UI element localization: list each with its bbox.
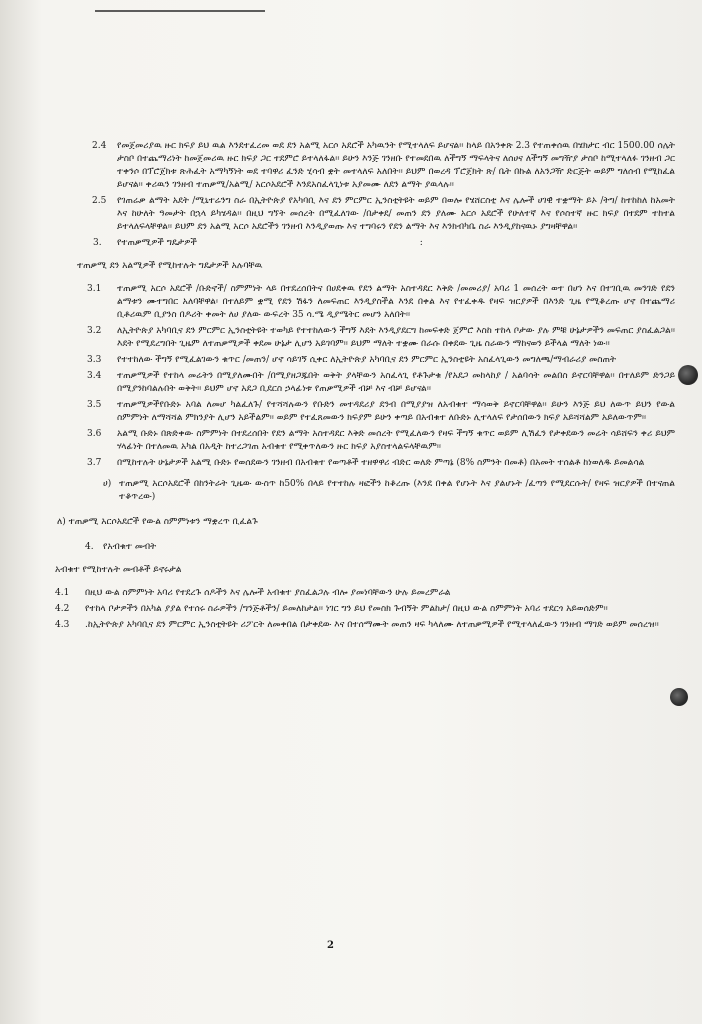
clause-number: 3.2 — [87, 326, 102, 336]
section-3-intro: ተጠቃሚ ደን አልሚዎች የሚከተሉት ግዴታዎች አሉባቸዉ — [77, 261, 263, 271]
sub-clause-b: ለ) ተጠቃሚ አርሶአደሮች የውል ስምምነቱን ማቋረጥ ቢፈልጉ — [57, 517, 258, 527]
clause-3-2 — [55, 325, 675, 351]
clause-text: በዚህ ውል ስምምነት አባሪ የተደረጉ ሰዶችን እና ሌሎች አብቁተ ያስፈልጋሉ ብሎ ያመነባቸውን ሁሉ ይመረምራል — [85, 588, 451, 598]
sub-clause-text: ተጠቃሚ አርሶአደሮች በከንትራት ጊዜው ውስጥ ከ50% በላይ የተተከሉ ዛፎችን ከቆረጡ (እንደ በቀል የሆኑት እና ያልሆኑት /ፈጣን የሚደርሱት/ የዛፍ ዝርያዎች በተናጠል ተቆጥረው) — [119, 479, 675, 502]
clause-3-1 — [55, 283, 675, 322]
clause-3-4 — [55, 370, 675, 396]
clause-number: 3.5 — [87, 400, 102, 410]
clause-4-3 — [55, 619, 675, 632]
page-number: 2 — [327, 940, 334, 951]
clause-number: 2.5 — [92, 196, 107, 206]
section-number: 4. — [85, 542, 94, 552]
clause-text: የመጀመሪያዉ ዙር ክፍያ ይህ ዉል እንደተፈረመ ወደ ደን አልሚ አርሶ አደሮች አካዉንት የሚተላለፍ ይሆናል፡፡ ከላይ በአንቀጽ 2.3 የተጠቀሰዉ በሄክታር ብር 1500.00 ሰሌት ታስቦ በተጨማሪነት ከመጀመሪዉ ዙር ክፍያ ጋር ተደምሮ ይተላለፋል፡፡ ይሁን እንጅ ገንዘቡ የተመደበዉ ለችግኝ ማፍላትና ለሰሀና ለችግኝ መግዥያ ታስቦ ከሚተላለፉ ገንዘብ ጋር ተቀንሶ በፕሮጀክቱ ጽሕፈት አማካኝነት ወደ ተባዋሪ ፈንድ ሂሳብ ቋት መተላለፍ አለበት፡፡ ይህም በወረዳ ፕሮጀክት ጽ/ ቤት በኩል ለአንጋዥ ድርጅት ወይም ግለሰብ የሚከፈል ይሆናል፡፡ ቀሪዉን ገንዘብ ተጠቃሚ/አልሚ/ አርሶአደሮች እንደአስፈላጊነቱ አያመሙ ለደን ልማት ያዉላሉ፡፡ — [117, 141, 675, 190]
sub-clause-letter: ሀ) — [103, 479, 112, 489]
clause-text: .ከኢትዮጵያ አካባቢና ደን ምርምር ኢንስቲትዩት ሪፖርት ለመቀበል በታቀደው እና በተሰማሙት መጠን ዛፍ ካላለሙ ለተጠቃሚዎች የሚተላለፈውን ገንዘብ ማገድ ወይም መሰረዝ፡፡ — [85, 620, 659, 630]
clause-text: ተጠቃሚዎችየቡድኑ አባል ለመሆ ካልፈለጉ/ የተሻሻሉውን የቡድን መተዳደሪያ ደንብ በሚያያዝ ለአብቁተ ማሳወቅ ይኖርባቸዋል፡፡ ይሁን እንጅ ይህ ለውጥ ይህን የውል ስምምነት ለማሻሻል ምክንያት ሊሆን አይችልም፡፡ ወይም የተፈጸመውን ክፍያም ይሁን ቀጣይ በአብቁተ ለቡድኑ ሊተላለፍ የታሰበውን ክፍያ አይሻሻልም አይለውጥም፡፡ — [117, 400, 675, 423]
clause-number: 2.4 — [92, 141, 107, 151]
clause-text: የገጠሬቃ ልማት አደት /ሚኒተሬንግ ስራ በኢትዮጵያ የአካባቢ እና ደን ምርምር ኢንስቲትዩት ወይም በወሎ የሄሸርስቲ እና ሌሎች ሀገዊ ተቋማት ይኦ /ትግ/ ከተከከለ ከአመት እና ከሁለት ዓመታት በኋላ ይካሄዳል፡፡ በዚህ ግኘት መሰረት በሚፈለገው /በታቀደ/ መጠን ደን ያለሙ አርሶ አደሮች የሁለተኛ እና የሶስተኛ ዙር ክፍያ በተደም ተከተል ይተላለፍላቸዋል፡፡ ይህም ደን አልሚ አርሶ አደሮችን ገንዘብ እንዲያወጡ እና ተግባሩን የደን ልማት እና እንክብካቤ ስራ እንዲያከናዉኑ ያግዛቸዋል፡፡ — [117, 196, 675, 232]
clause-text: የተተከለው ችግኝ የሚፈልገውን ቁጥር /መጠን/ ሆኖ ሳይገኝ ሲቀር ለኢትዮጵያ አካባቢና ደን ምርምር ኢንስቲዩት አስፈላጊውን መግለጫ/ማብራሪያ መስጠት — [117, 355, 617, 365]
document-body — [55, 140, 675, 635]
section-title: የተጠቃሚዎች ግዴታዎች — [117, 238, 197, 248]
clause-3-7 — [55, 457, 675, 470]
clause-number: 3.4 — [87, 371, 102, 381]
clause-number: 3.1 — [87, 284, 102, 294]
section-title: የአብቁተ መብት — [103, 542, 157, 552]
clause-text: ተጠቃሚ አርሶ አደሮች /ቡድኖች/ ስምምነት ላይ በተደረሰበትና በሀደቀዉ የደን ልማት አስተዳደር እቅድ /መመሪያ/ አባሪ 1 መሰረት ወተ በሆነ እና በተገቢዉ መንገድ የደን ልማቱን ሙተግበር አለባቸዋል፡ በተለይም ቋሚ የደን ሽፋን ለመፍጠር እንዲያስችል እንደ በቀል እና የተፈቀዱ የዛፍ ዝርያዎች በእንድ ጊዜ የሚቆረጡ ሆኖ በተጨማሪ ቢቶሪዉም ቢያንስ በዶሪት ቀመት ለሀ ያለው ውፍረት 35 ሳ.ሜ ዲያሜትር መሆን አለበት፡፡ — [117, 284, 675, 320]
clause-2-5 — [92, 195, 675, 234]
clause-number: 4.2 — [55, 604, 70, 614]
clause-3-5 — [55, 399, 675, 425]
clause-number: 3.3 — [87, 355, 102, 365]
section-number: 3. — [93, 238, 102, 248]
clause-number: 4.3 — [55, 620, 70, 630]
clause-4-2 — [55, 603, 675, 616]
punch-hole — [678, 365, 698, 385]
section-colon: : — [419, 238, 423, 248]
clause-number: 3.6 — [87, 429, 102, 439]
clause-text: አልሚ ቡድኑ በጽድቀው ስምምነት በተደረሰበት የደን ልማት አስተዳደር እቅድ መሰረት የሚፈለውን የዛፍ ችግኝ ቁጥር ወይም ሊሽፈን የታቀደውን መሬት ሳይሸፍን ቀሪ ይህም ሃላፊነት በተለመዉ አካል በአዲት ከተረጋገጠ አብቁተ የሚቀጥለውን ዙር ክፍያ አያስተላልፍላቸዉም፡፡ — [117, 429, 675, 452]
clause-number: 4.1 — [55, 588, 70, 598]
top-rule — [95, 10, 265, 12]
clause-3-6 — [55, 428, 675, 454]
sub-clause-a — [55, 478, 675, 504]
clause-number: 3.7 — [87, 458, 102, 468]
punch-hole — [670, 688, 688, 706]
clause-text: ለኢትዮጵያ አካባቢና ደን ምርምር ኢንስቲትዩት ተወካይ የተተከለውን ችግኝ እደት እንዲያደርግ ከመፍቀድ ጀምሮ እስከ ተከላ ቦታው ያሉ ምቹ ሁኔታዎችን መፍጠር ያስፈልጋል፡፡ እደት የሚደረግበት ጊዜም ለተጠቃሚዎች ቀደመ ሁኔታ ሊሆን አይገባም፡፡ ይህም ማለት ተቋሙ በራሱ በቀደው ጊዜ ስራውን ማከናወን ይችላል ማለት ነው፡፡ — [117, 326, 675, 349]
clause-text: የተከላ ቦታዎችን በአካል ያያል የተሰሩ ስራዎችን /ግንጅቶችን/ ይመለከታል፡፡ ነገር ግን ይህ የመስክ ጉብኝት ምልከታ/ በዚህ ውል ስምምነት አባሪ ተደርጎ አይወሰድም፡፡ — [85, 604, 608, 614]
clause-4-1 — [55, 587, 675, 600]
section-3-heading — [55, 237, 675, 250]
clause-3-3 — [55, 354, 675, 367]
clause-2-4 — [92, 140, 675, 192]
clause-text: ተጠቃሚዎች የተከላ መሬትን በሚያለሙበት /በሚያዘጋጁበት ወቅት ያላቸውን አስፈላጊ የቶጉታቁ /የአደጋ መከላከያ / አልባሳት መልበስ ይኖርባቸዋል፡፡ በተለይም ድንጋይ በሚያንከባልሉበት ወቅት፡፡ ይህም ሆኖ አደጋ ቢደርስ ኃላፊነቱ የጠቃሚዎች ብቻ እና ብቻ ይሆናል፡፡ — [117, 371, 675, 394]
section-4-heading — [55, 541, 675, 554]
section-4-intro: አብቁተ የሚከተሉት መብቶች ይኖሩታል — [55, 565, 182, 575]
clause-text: በሚከተሉት ሁኔታዎች አልሚ ቡድኑ የወሰደውን ገንዘብ በአብቁተ የወጣቶች ተዘዋዋሪ ብድር ወለድ ምጣኔ (8% ስምንት በመቶ) በአመት ተሰልቶ ከነወለዱ ይመልሳል — [117, 458, 645, 468]
